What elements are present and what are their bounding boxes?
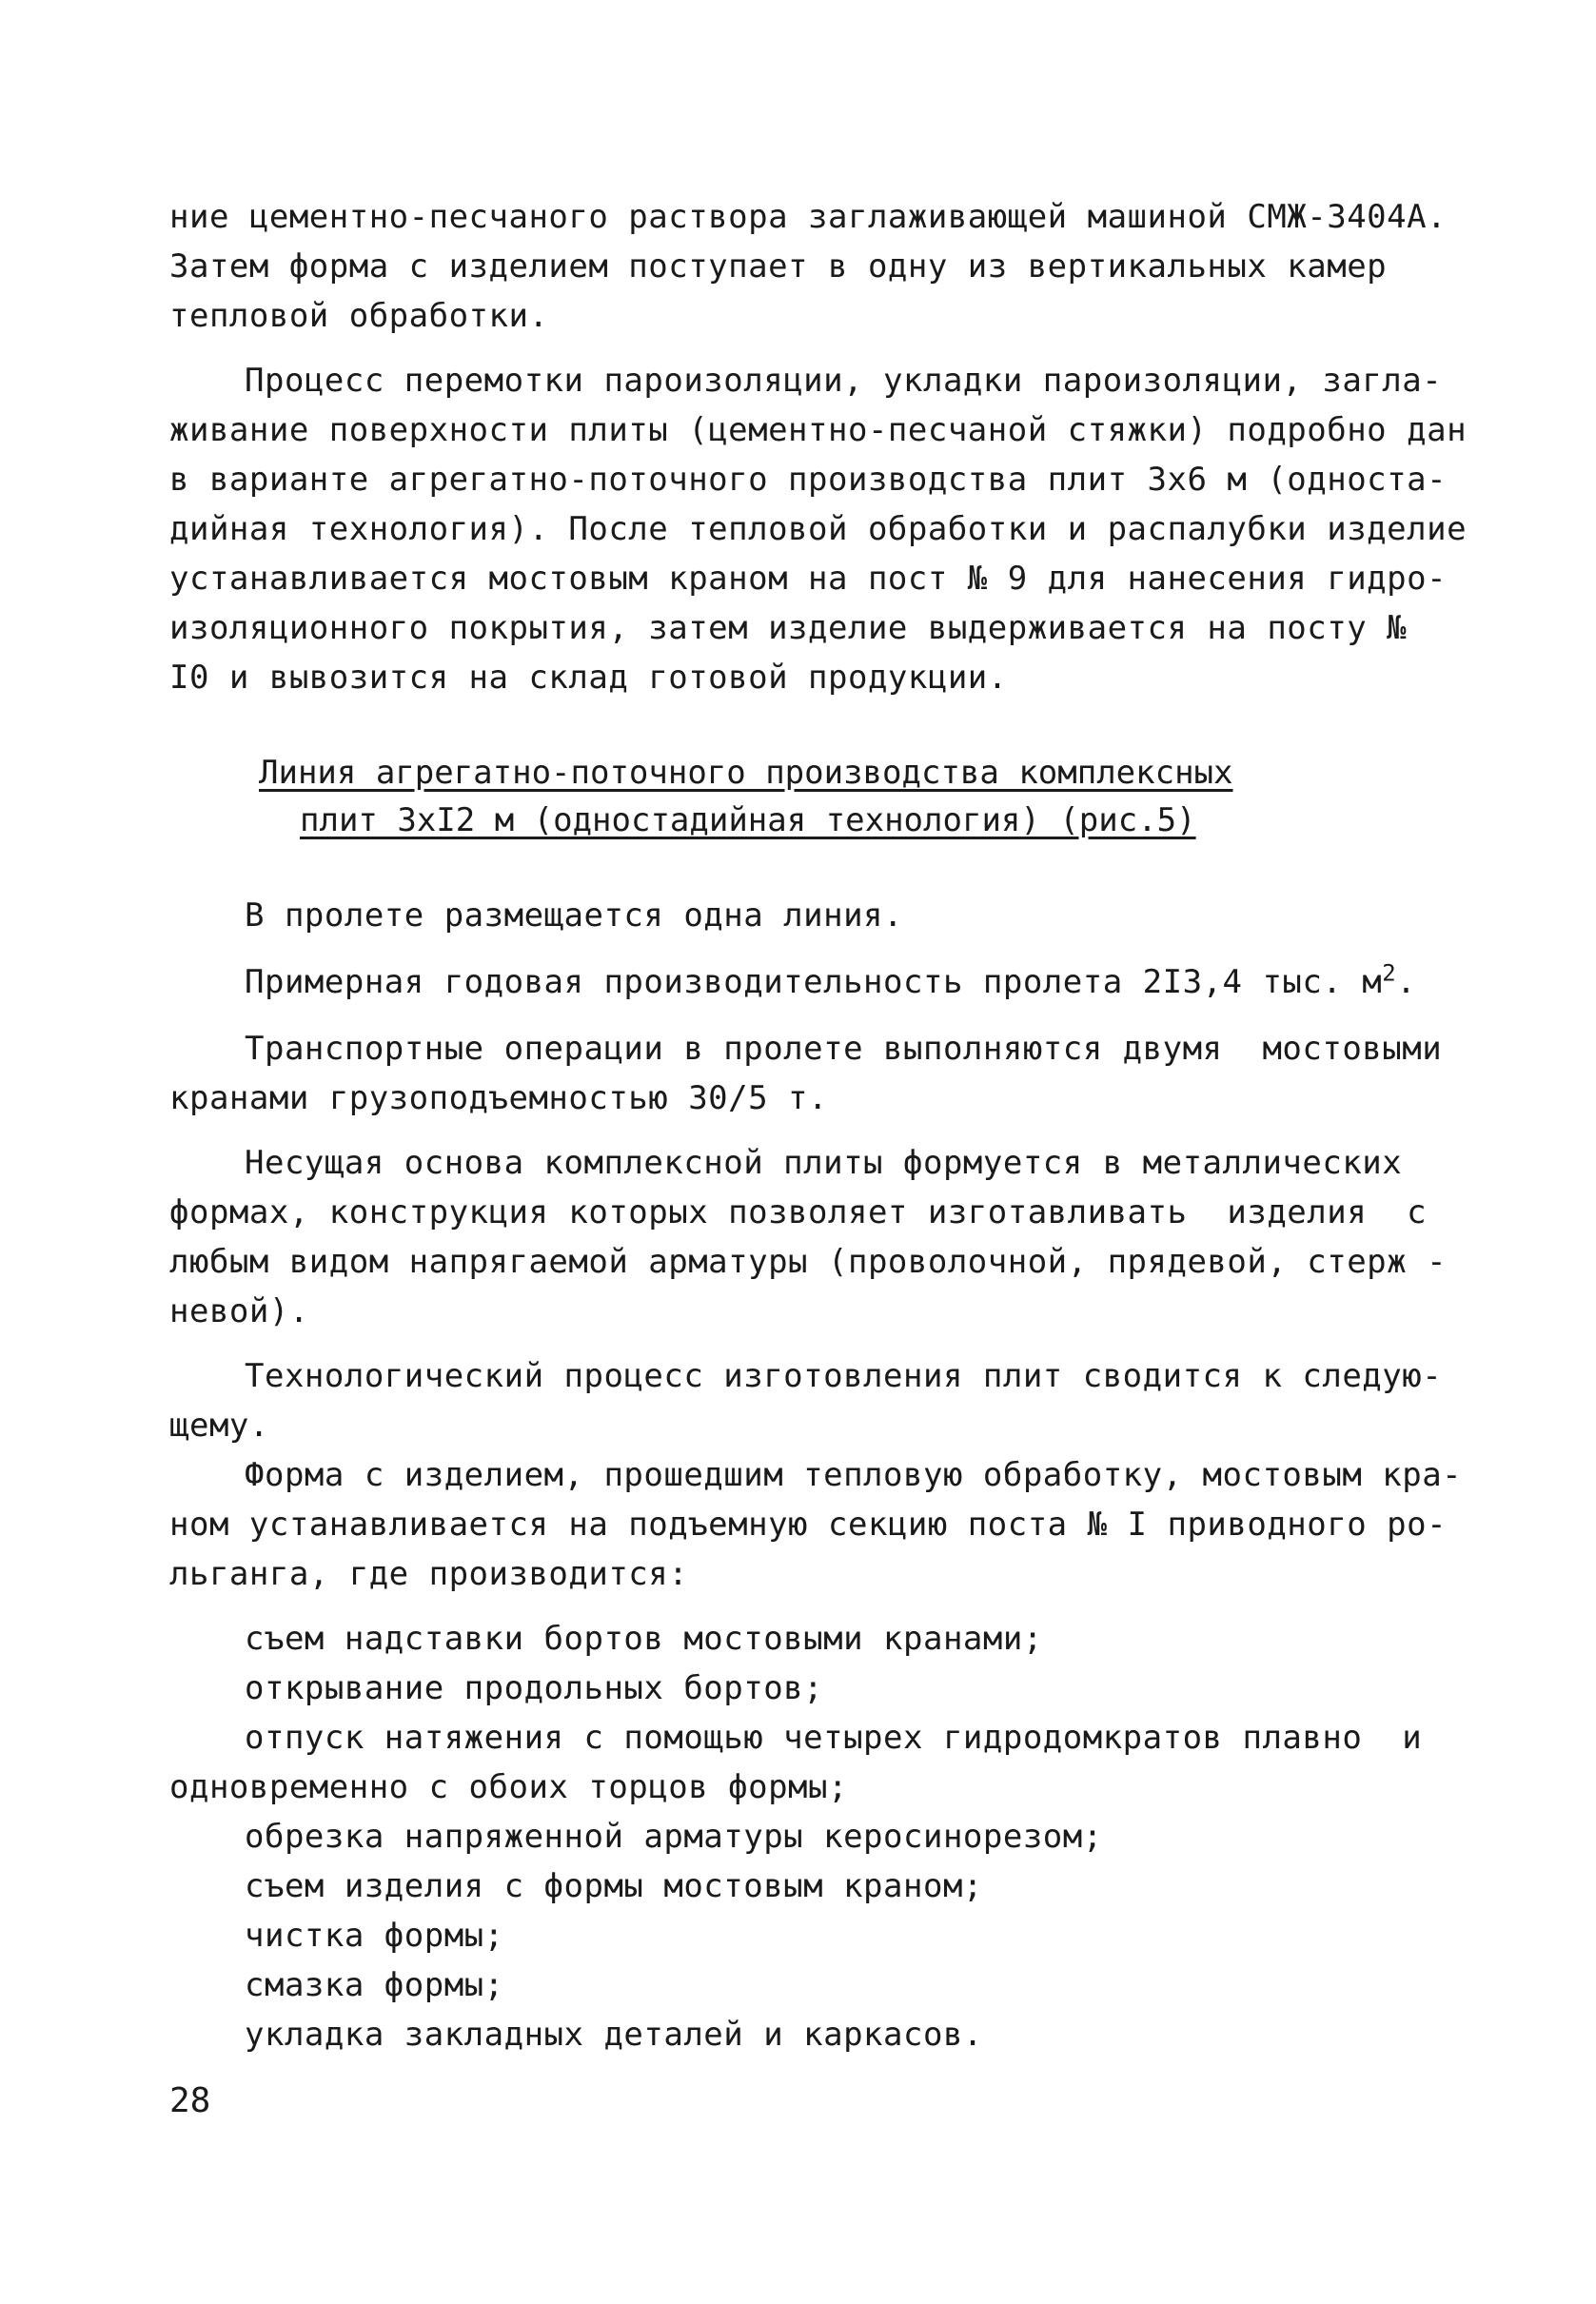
list-item: съем изделия с формы мостовым краном; — [245, 1867, 983, 1905]
section-heading: Линия агрегатно-поточного производства комплексных — [259, 754, 1233, 792]
page-number: 28 — [169, 2081, 211, 2120]
text-line: живание поверхности плиты (цементно-песчаной стяжки) подробно дан — [169, 411, 1468, 449]
list-item: смазка формы; — [245, 1966, 504, 2004]
list-item: укладка закладных деталей и каркасов. — [245, 2016, 983, 2054]
text-line: Процесс перемотки пароизоляции, укладки пароизоляции, загла- — [245, 362, 1443, 400]
text-line: Технологический процесс изготовления плит сводится к следую- — [245, 1357, 1443, 1395]
text-line: I0 и вывозится на склад готовой продукции. — [169, 659, 1008, 697]
text-line: любым видом напрягаемой арматуры (проволочной, прядевой, стерж - — [169, 1243, 1448, 1281]
text-line: Форма с изделием, прошедшим тепловую обработку, мостовым кра- — [245, 1456, 1463, 1494]
text-line: тепловой обработки. — [169, 297, 549, 335]
text-line: в варианте агрегатно-поточного производства плит 3x6 м (односта- — [169, 461, 1448, 499]
text-line: Затем форма с изделием поступает в одну из вертикальных камер — [169, 247, 1388, 286]
text-line: Примерная годовая производительность пролета 2I3,4 тыс. $м^2$. — [245, 959, 1417, 1001]
text-line: В пролете размещается одна линия. — [245, 896, 904, 935]
text-line: Несущая основа комплексной плиты формуется в металлических — [245, 1144, 1403, 1182]
text-line: щему. — [169, 1407, 269, 1445]
text-line: невой). — [169, 1292, 309, 1330]
list-item: открывание продольных бортов; — [245, 1669, 824, 1707]
text-line: ние цементно-песчаного раствора заглаживающей машиной СМЖ-3404А. — [169, 198, 1448, 236]
list-item: отпуск натяжения с помощью четырех гидродомкратов плавно и — [245, 1719, 1423, 1757]
text-line: дийная технология). После тепловой обработки и распалубки изделие — [169, 510, 1468, 548]
section-heading: плит 3xI2 м (одностадийная технология) (рис.5) — [300, 801, 1196, 839]
text-line: ном устанавливается на подъемную секцию поста № I приводного ро- — [169, 1506, 1448, 1544]
list-item: обрезка напряженной арматуры керосинорезом; — [245, 1818, 1103, 1856]
text-line: устанавливается мостовым краном на пост № 9 для нанесения гидро- — [169, 560, 1448, 598]
list-item: одновременно с обоих торцов формы; — [169, 1768, 848, 1806]
text-line: льганга, где производится: — [169, 1555, 689, 1593]
text-line: изоляционного покрытия, затем изделие выдерживается на посту № — [169, 609, 1408, 647]
text-line: формах, конструкция которых позволяет изготавливать изделия с — [169, 1193, 1428, 1231]
list-item: чистка формы; — [245, 1917, 504, 1955]
list-item: съем надставки бортов мостовыми кранами; — [245, 1620, 1043, 1658]
text-line: кранами грузоподъемностью 30/5 т. — [169, 1079, 829, 1117]
text-line: Транспортные операции в пролете выполняются двумя мостовыми — [245, 1030, 1443, 1068]
